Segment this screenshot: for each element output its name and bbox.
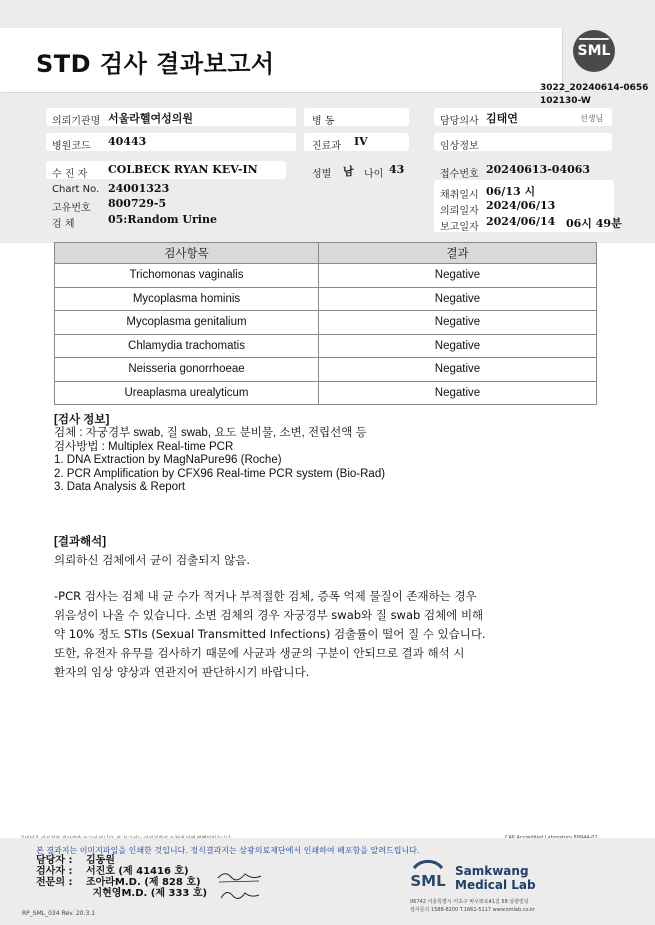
test-result: Negative [319, 264, 597, 288]
staff-name: 지현영M.D. (제 333 호) [92, 888, 208, 899]
staff-name: 서진호 (제 41416 호) [85, 866, 189, 877]
doctor-label: 담당의사 [440, 116, 479, 127]
col-header-result: 결과 [319, 243, 597, 264]
sex-value: 남 [343, 165, 354, 178]
test-item: Mycoplasma hominis [55, 287, 319, 311]
col-header-item: 검사항목 [55, 243, 319, 264]
dept-label: 진료과 [312, 141, 341, 152]
test-item: Trichomonas vaginalis [55, 264, 319, 288]
doctor-value: 김태연 [486, 112, 518, 125]
document-id-line1: 3022_20240614-0656 [540, 83, 649, 93]
test-result: Negative [319, 287, 597, 311]
test-info-section [54, 414, 385, 494]
specimen-value: 05:Random Urine [108, 213, 217, 226]
table-row [55, 287, 597, 311]
institution-label: 의뢰기관명 [52, 116, 101, 127]
doctor-suffix: 선생님 [580, 114, 604, 123]
institution-value: 서울라헬여성의원 [108, 112, 194, 125]
table-row [55, 358, 597, 382]
results-header-row [55, 243, 597, 264]
clinical-label: 임상정보 [440, 141, 479, 152]
interpretation-line: 환자의 임상 양상과 연관지어 판단하시기 바랍니다. [54, 665, 310, 679]
patient-name-value: COLBECK RYAN KEV-IN [108, 163, 258, 176]
request-date-label: 의뢰일자 [440, 206, 479, 217]
reception-no-value: 20240613-04063 [486, 163, 591, 176]
report-date-value: 2024/06/14 [486, 215, 556, 228]
test-info-line: 2. PCR Amplification by CFX96 Real-time PCR system (Bio-Rad) [54, 467, 386, 480]
table-row [55, 334, 597, 358]
interpretation-line: 또한, 유전자 유무를 검사하기 때문에 사균과 생균의 구분이 안되므로 결과 해석 시 [54, 646, 465, 660]
interpretation-heading-text: [결과해석] [54, 536, 107, 548]
company-name-line2: Medical Lab [455, 878, 536, 892]
doctor-signatures [215, 868, 265, 904]
interpretation-summary: 의뢰하신 검체에서 균이 검출되지 않음. [54, 553, 251, 567]
table-row [55, 381, 597, 405]
test-item: Ureaplasma urealyticum [55, 381, 319, 405]
test-info-line: 3. Data Analysis & Report [54, 481, 186, 494]
hospital-code-value: 40443 [108, 135, 147, 148]
interpretation-line: -PCR 검사는 검체 내 균 수가 적거나 부적절한 검체, 증폭 억제 물질이 존재하는 경우 [54, 589, 477, 603]
test-item: Mycoplasma genitalium [55, 311, 319, 335]
staff-name: 김동원 [85, 855, 115, 866]
age-value: 43 [389, 163, 405, 176]
form-number: RP_SML_034 Rev. 20.3.1 [22, 910, 96, 917]
chart-no-label: Chart No. [52, 184, 100, 195]
ward-label: 병 동 [312, 116, 335, 127]
test-info-line: 검체 : 자궁경부 swab, 질 swab, 요도 분비물, 소변, 전립선액 등 [54, 427, 367, 440]
interpretation-heading [54, 536, 106, 549]
company-name-line1: Samkwang [455, 864, 529, 878]
company-name [455, 864, 536, 892]
report-title: STD 검사 결과보고서 [36, 50, 275, 78]
unique-no-value: 800729-5 [108, 197, 167, 210]
request-date-value: 2024/06/13 [486, 199, 556, 212]
staff-block [36, 855, 207, 899]
sex-label: 성별 [312, 169, 332, 180]
staff-name: 조아라M.D. (제 828 호) [85, 877, 201, 888]
sml-logo-badge: SML [573, 30, 615, 72]
test-result: Negative [319, 311, 597, 335]
results-table [54, 242, 597, 405]
staff-role: 담당자 : [36, 855, 73, 866]
interpretation-line: 위음성이 나올 수 있습니다. 소변 검체의 경우 자궁경부 swab와 질 swab 검체에 비해 [54, 608, 484, 622]
interpretation-line: 약 10% 정도 STIs (Sexual Transmitted Infections) 검출률이 떨어 질 수 있습니다. [54, 627, 486, 641]
staff-role: 전문의 : [36, 877, 73, 888]
collect-label: 채취일시 [440, 190, 479, 201]
test-info-line: 검사방법 : Multiplex Real-time PCR [54, 440, 234, 453]
reception-no-label: 접수번호 [440, 169, 479, 180]
hospital-code-label: 병원코드 [52, 141, 91, 152]
interpretation-body [54, 587, 486, 682]
test-info-line: 1. DNA Extraction by MagNaPure96 (Roche) [54, 454, 282, 467]
report-time-value: 06시 49분 [566, 217, 622, 230]
report-date-label: 보고일자 [440, 222, 479, 233]
test-result: Negative [319, 358, 597, 382]
document-id-line2: 102130-W [540, 96, 591, 106]
footer-notice: 본 결과지는 이미지파일을 인쇄한 것입니다. 정식결과지는 삼광의료재단에서 인쇄하여 배포함을 알려드립니다. [36, 846, 420, 855]
patient-name-label: 수 진 자 [52, 169, 88, 180]
age-label: 나이 [364, 169, 384, 180]
table-row [55, 264, 597, 288]
staff-role: 검사자 : [36, 866, 73, 877]
test-result: Negative [319, 381, 597, 405]
table-row [55, 311, 597, 335]
sml-circle-logo-icon [406, 854, 450, 898]
test-item: Neisseria gonorrhoeae [55, 358, 319, 382]
specimen-label: 검 체 [52, 219, 75, 230]
collect-value: 06/13 시 [486, 185, 536, 198]
company-contact: 검사문의 1588-8200 T.1661-5117 www.smlab.co.kr [410, 907, 535, 913]
unique-no-label: 고유번호 [52, 203, 91, 214]
chart-no-value: 24001323 [108, 182, 170, 195]
test-result: Negative [319, 334, 597, 358]
test-info-heading: [검사 정보] [54, 414, 110, 426]
document-id [540, 82, 648, 108]
company-address: 06742 서울특별시 서초구 바우뫼로41길 58 삼광빌딩 [410, 899, 529, 905]
test-item: Chlamydia trachomatis [55, 334, 319, 358]
svg-text:SML: SML [410, 872, 446, 890]
dept-value: IV [354, 135, 368, 148]
